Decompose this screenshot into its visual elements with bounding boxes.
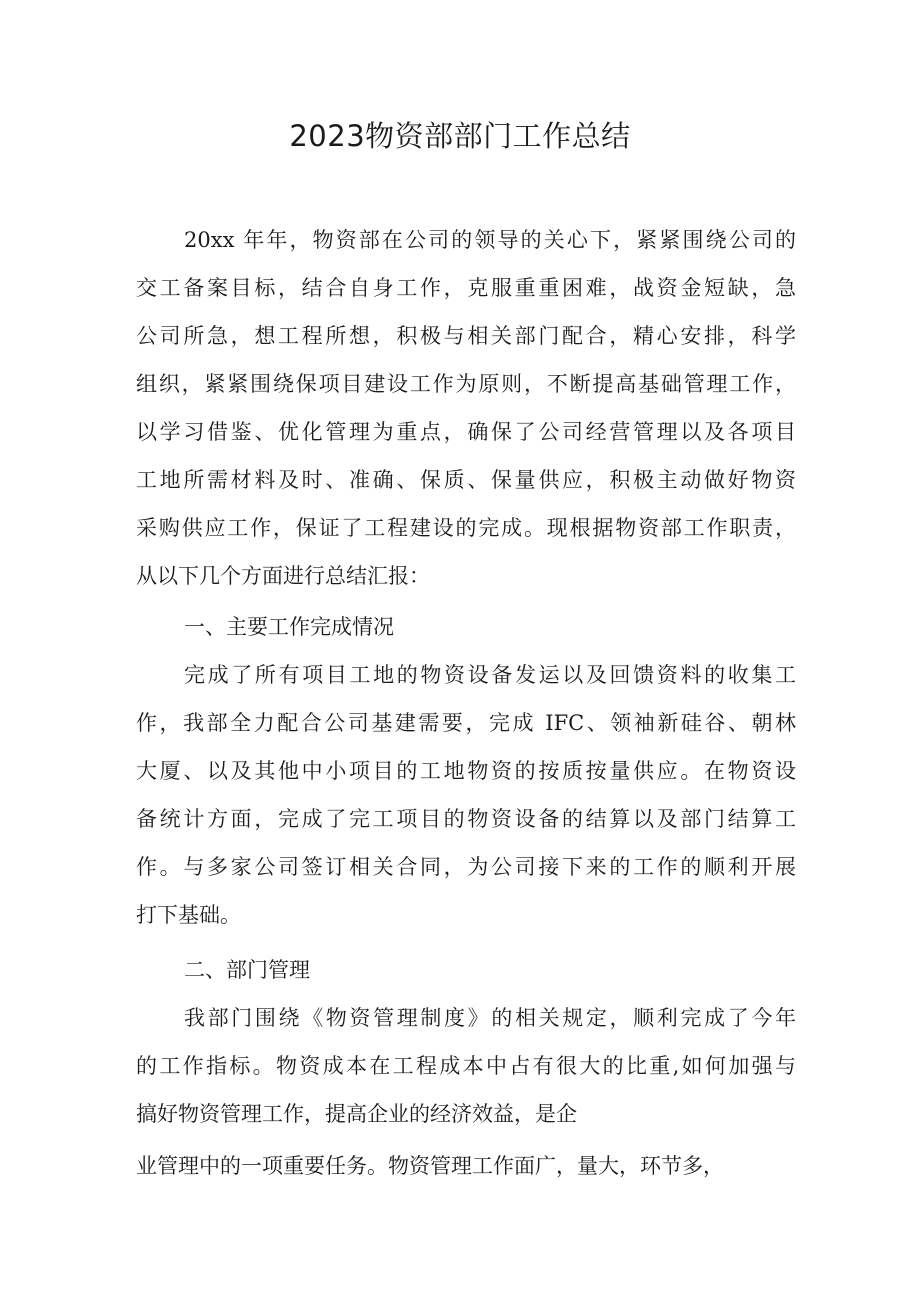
intro-line: 以学习借鉴、优化管理为重点，确保了公司经营管理以及各项目 bbox=[136, 420, 796, 444]
section-line: 备统计方面，完成了完工项目的物资设备的结算以及部门结算工 bbox=[136, 807, 796, 831]
intro-line: 20xx 年年，物资部在公司的领导的关心下，紧紧围绕公司的 bbox=[184, 228, 796, 252]
section-line: 作，我部全力配合公司基建需要，完成 IFC、领袖新硅谷、朝林 bbox=[136, 711, 796, 735]
intro-line: 从以下几个方面进行总结汇报： bbox=[136, 564, 430, 588]
section-line: 大厦、以及其他中小项目的工地物资的按质按量供应。在物资设 bbox=[136, 759, 796, 783]
intro-line: 组织，紧紧围绕保项目建设工作为原则，不断提高基础管理工作， bbox=[136, 372, 796, 396]
section-heading: 二、部门管理 bbox=[184, 958, 310, 982]
section-line: 我部门围绕《物资管理制度》的相关规定，顺利完成了今年 bbox=[184, 1006, 796, 1030]
intro-line: 公司所急，想工程所想，积极与相关部门配合，精心安排，科学 bbox=[136, 324, 796, 348]
section-line: 的工作指标。物资成本在工程成本中占有很大的比重,如何加强与 bbox=[136, 1054, 796, 1078]
intro-line: 采购供应工作，保证了工程建设的完成。现根据物资部工作职责， bbox=[136, 516, 796, 540]
section-line: 完成了所有项目工地的物资设备发运以及回馈资料的收集工 bbox=[184, 663, 796, 687]
section-heading: 一、主要工作完成情况 bbox=[184, 615, 394, 639]
section-line: 打下基础。 bbox=[136, 903, 241, 927]
document-title: 2023物资部部门工作总结 bbox=[289, 119, 631, 153]
intro-line: 交工备案目标，结合自身工作，克服重重困难，战资金短缺，急 bbox=[136, 276, 796, 300]
section-line: 业管理中的一项重要任务。物资管理工作面广，量大，环节多， bbox=[136, 1154, 724, 1178]
intro-line: 工地所需材料及时、准确、保质、保量供应，积极主动做好物资 bbox=[136, 468, 796, 492]
section-line: 搞好物资管理工作，提高企业的经济效益，是企 bbox=[136, 1102, 577, 1126]
section-line: 作。与多家公司签订相关合同，为公司接下来的工作的顺利开展 bbox=[136, 855, 796, 879]
